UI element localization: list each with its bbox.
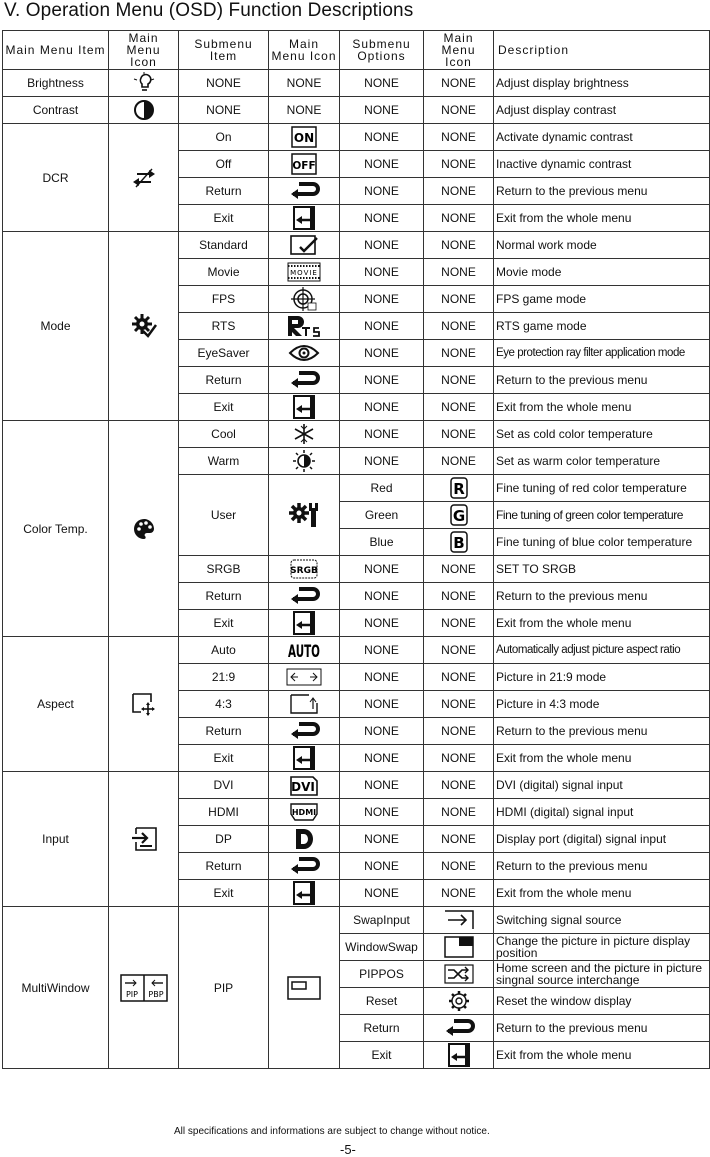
table-row — [3, 421, 710, 448]
description-contrast: Adjust display contrast — [494, 97, 710, 124]
option-exit: Exit — [340, 1042, 424, 1069]
description-warm: Set as warm color temperature — [494, 448, 710, 475]
header-row — [3, 31, 710, 70]
submenu-dp: DP — [179, 826, 269, 853]
submenu-off: Off — [179, 151, 269, 178]
option-return: Return — [340, 1015, 424, 1042]
option-swapinput: SwapInput — [340, 907, 424, 934]
description-windowswap: Change the picture in picture display position — [494, 934, 710, 961]
submenu-return: Return — [179, 718, 269, 745]
return-icon — [269, 178, 340, 205]
none-cell: NONE — [424, 124, 494, 151]
main-item-mode: Mode — [3, 232, 109, 421]
none-cell: NONE — [340, 853, 424, 880]
exit-icon — [424, 1042, 494, 1069]
description-srgb: SET TO SRGB — [494, 556, 710, 583]
description-21-9: Picture in 21:9 mode — [494, 664, 710, 691]
header-main-menu-icon-2: Main Menu Icon — [269, 31, 340, 70]
table-row — [3, 907, 710, 934]
description-return: Return to the previous menu — [494, 853, 710, 880]
submenu-warm: Warm — [179, 448, 269, 475]
none-cell: NONE — [269, 97, 340, 124]
none-cell: NONE — [340, 745, 424, 772]
none-cell: NONE — [340, 691, 424, 718]
mode-gear-check-icon — [109, 232, 179, 421]
none-cell: NONE — [424, 799, 494, 826]
submenu-pip: PIP — [179, 907, 269, 1069]
header-main-menu-icon: Main Menu Icon — [109, 31, 179, 70]
settings-gear-icon — [424, 988, 494, 1015]
brightness-icon — [109, 70, 179, 97]
description-exit: Exit from the whole menu — [494, 610, 710, 637]
page-number: -5- — [340, 1142, 356, 1157]
none-cell: NONE — [340, 70, 424, 97]
input-source-icon — [109, 772, 179, 907]
option-reset: Reset — [340, 988, 424, 1015]
submenu-exit: Exit — [179, 205, 269, 232]
pip-icon-text: PIP — [125, 989, 138, 999]
table-row — [3, 97, 710, 124]
none-cell: NONE — [424, 610, 494, 637]
table-row — [3, 70, 710, 97]
description-movie: Movie mode — [494, 259, 710, 286]
pip-window-icon — [269, 907, 340, 1069]
return-icon — [269, 583, 340, 610]
table-row — [3, 772, 710, 799]
submenu-srgb: SRGB — [179, 556, 269, 583]
none-cell: NONE — [340, 826, 424, 853]
g-icon-text: G — [452, 507, 465, 525]
osd-function-table — [2, 30, 710, 1069]
exit-icon — [269, 394, 340, 421]
none-cell: NONE — [424, 394, 494, 421]
none-cell: NONE — [424, 178, 494, 205]
standard-icon — [269, 232, 340, 259]
red-r-icon — [424, 475, 494, 502]
description-dcr-on: Activate dynamic contrast — [494, 124, 710, 151]
submenu-exit: Exit — [179, 880, 269, 907]
none-cell: NONE — [340, 97, 424, 124]
description-green: Fine tuning of green color temperature — [494, 502, 710, 529]
auto-icon-text: AUTO — [288, 642, 320, 662]
none-cell: NONE — [340, 799, 424, 826]
header-submenu-item: Submenu Item — [179, 31, 269, 70]
none-cell: NONE — [424, 232, 494, 259]
submenu-cool: Cool — [179, 421, 269, 448]
blue-b-icon — [424, 529, 494, 556]
none-cell: NONE — [179, 97, 269, 124]
palette-icon — [109, 421, 179, 637]
main-item-color-temp: Color Temp. — [3, 421, 109, 637]
description-standard: Normal work mode — [494, 232, 710, 259]
none-cell: NONE — [340, 772, 424, 799]
description-exit: Exit from the whole menu — [494, 1042, 710, 1069]
none-cell: NONE — [424, 340, 494, 367]
off-icon-text: OFF — [292, 160, 316, 172]
none-cell: NONE — [424, 286, 494, 313]
main-item-contrast: Contrast — [3, 97, 109, 124]
page-title: V. Operation Menu (OSD) Function Descriptions — [4, 0, 414, 21]
main-item-brightness: Brightness — [3, 70, 109, 97]
none-cell: NONE — [340, 664, 424, 691]
contrast-icon — [109, 97, 179, 124]
submenu-on: On — [179, 124, 269, 151]
none-cell: NONE — [424, 772, 494, 799]
submenu-exit: Exit — [179, 610, 269, 637]
none-cell: NONE — [340, 286, 424, 313]
submenu-eyesaver: EyeSaver — [179, 340, 269, 367]
submenu-fps: FPS — [179, 286, 269, 313]
submenu-rts: RTS — [179, 313, 269, 340]
header-main-menu-icon-3: Main Menu Icon — [424, 31, 494, 70]
exit-icon — [269, 205, 340, 232]
movie-icon — [269, 259, 340, 286]
pip-pbp-icon — [109, 907, 179, 1069]
none-cell: NONE — [340, 556, 424, 583]
description-swapinput: Switching signal source — [494, 907, 710, 934]
snowflake-icon — [269, 421, 340, 448]
header-submenu-options: Submenu Options — [340, 31, 424, 70]
none-cell: NONE — [340, 205, 424, 232]
on-icon-text: ON — [293, 131, 315, 145]
none-cell: NONE — [424, 313, 494, 340]
description-dvi: DVI (digital) signal input — [494, 772, 710, 799]
swap-input-icon — [424, 907, 494, 934]
exit-icon — [269, 610, 340, 637]
description-brightness: Adjust display brightness — [494, 70, 710, 97]
submenu-21-9: 21:9 — [179, 664, 269, 691]
none-cell: NONE — [424, 853, 494, 880]
hdmi-icon-text: HDMI — [291, 808, 317, 817]
movie-icon-text: MOVIE — [290, 269, 318, 277]
submenu-exit: Exit — [179, 394, 269, 421]
main-item-aspect: Aspect — [3, 637, 109, 772]
description-dp: Display port (digital) signal input — [494, 826, 710, 853]
none-cell: NONE — [340, 421, 424, 448]
none-cell: NONE — [340, 394, 424, 421]
footer-disclaimer: All specifications and informations are subject to change without notice. — [174, 1126, 490, 1137]
aspect-resize-icon — [109, 637, 179, 772]
none-cell: NONE — [340, 610, 424, 637]
b-icon-text: B — [452, 534, 465, 552]
dvi-icon-text: DVI — [291, 780, 315, 794]
green-g-icon — [424, 502, 494, 529]
description-eyesaver: Eye protection ray filter application mode — [494, 340, 710, 367]
none-cell: NONE — [340, 583, 424, 610]
submenu-dvi: DVI — [179, 772, 269, 799]
description-reset: Reset the window display — [494, 988, 710, 1015]
return-icon — [269, 853, 340, 880]
wide-aspect-icon — [269, 664, 340, 691]
description-return: Return to the previous menu — [494, 178, 710, 205]
submenu-standard: Standard — [179, 232, 269, 259]
description-red: Fine tuning of red color temperature — [494, 475, 710, 502]
none-cell: NONE — [424, 151, 494, 178]
description-4-3: Picture in 4:3 mode — [494, 691, 710, 718]
none-cell: NONE — [340, 448, 424, 475]
submenu-return: Return — [179, 583, 269, 610]
none-cell: NONE — [424, 421, 494, 448]
window-swap-icon — [424, 934, 494, 961]
description-auto: Automatically adjust picture aspect ratio — [494, 637, 710, 664]
description-return: Return to the previous menu — [494, 367, 710, 394]
description-blue: Fine tuning of blue color temperature — [494, 529, 710, 556]
none-cell: NONE — [424, 97, 494, 124]
description-fps: FPS game mode — [494, 286, 710, 313]
option-red: Red — [340, 475, 424, 502]
submenu-hdmi: HDMI — [179, 799, 269, 826]
displayport-icon — [269, 826, 340, 853]
table-row — [3, 124, 710, 151]
submenu-auto: Auto — [179, 637, 269, 664]
srgb-icon — [269, 556, 340, 583]
sun-icon — [269, 448, 340, 475]
none-cell: NONE — [424, 691, 494, 718]
none-cell: NONE — [424, 70, 494, 97]
submenu-return: Return — [179, 853, 269, 880]
gear-wrench-icon — [269, 475, 340, 556]
description-exit: Exit from the whole menu — [494, 205, 710, 232]
description-exit: Exit from the whole menu — [494, 394, 710, 421]
none-cell: NONE — [340, 259, 424, 286]
srgb-icon-text: SRGB — [290, 566, 318, 576]
off-icon — [269, 151, 340, 178]
header-main-menu-item: Main Menu Item — [3, 31, 109, 70]
description-exit: Exit from the whole menu — [494, 745, 710, 772]
none-cell: NONE — [424, 205, 494, 232]
description-pippos: Home screen and the picture in picture singnal source interchange — [494, 961, 710, 988]
main-item-multiwindow: MultiWindow — [3, 907, 109, 1069]
pbp-icon-text: PBP — [147, 989, 164, 999]
eye-icon — [269, 340, 340, 367]
none-cell: NONE — [179, 70, 269, 97]
option-pippos: PIPPOS — [340, 961, 424, 988]
description-cool: Set as cold color temperature — [494, 421, 710, 448]
none-cell: NONE — [269, 70, 340, 97]
none-cell: NONE — [340, 124, 424, 151]
crosshair-icon — [269, 286, 340, 313]
option-blue: Blue — [340, 529, 424, 556]
none-cell: NONE — [340, 340, 424, 367]
table-row — [3, 232, 710, 259]
none-cell: NONE — [424, 583, 494, 610]
description-rts: RTS game mode — [494, 313, 710, 340]
rts-icon — [269, 313, 340, 340]
description-return: Return to the previous menu — [494, 583, 710, 610]
header-description: Description — [494, 31, 710, 70]
description-dcr-off: Inactive dynamic contrast — [494, 151, 710, 178]
dcr-icon — [109, 124, 179, 232]
return-icon — [269, 718, 340, 745]
on-icon — [269, 124, 340, 151]
exit-icon — [269, 745, 340, 772]
four-three-icon — [269, 691, 340, 718]
none-cell: NONE — [424, 259, 494, 286]
shuffle-icon — [424, 961, 494, 988]
auto-icon — [269, 637, 340, 664]
description-exit: Exit from the whole menu — [494, 880, 710, 907]
description-return: Return to the previous menu — [494, 718, 710, 745]
none-cell: NONE — [424, 637, 494, 664]
none-cell: NONE — [424, 664, 494, 691]
exit-icon — [269, 880, 340, 907]
r-icon-text: R — [452, 480, 465, 498]
submenu-user: User — [179, 475, 269, 556]
none-cell: NONE — [424, 826, 494, 853]
none-cell: NONE — [340, 151, 424, 178]
option-windowswap: WindowSwap — [340, 934, 424, 961]
main-item-input: Input — [3, 772, 109, 907]
submenu-exit: Exit — [179, 745, 269, 772]
none-cell: NONE — [340, 880, 424, 907]
return-icon — [269, 367, 340, 394]
none-cell: NONE — [424, 745, 494, 772]
return-icon — [424, 1015, 494, 1042]
none-cell: NONE — [340, 313, 424, 340]
dvi-icon — [269, 772, 340, 799]
description-hdmi: HDMI (digital) signal input — [494, 799, 710, 826]
table-row — [3, 637, 710, 664]
none-cell: NONE — [424, 556, 494, 583]
hdmi-icon — [269, 799, 340, 826]
submenu-movie: Movie — [179, 259, 269, 286]
main-item-dcr: DCR — [3, 124, 109, 232]
none-cell: NONE — [424, 367, 494, 394]
none-cell: NONE — [340, 637, 424, 664]
none-cell: NONE — [340, 232, 424, 259]
option-green: Green — [340, 502, 424, 529]
none-cell: NONE — [424, 880, 494, 907]
none-cell: NONE — [424, 718, 494, 745]
none-cell: NONE — [340, 367, 424, 394]
submenu-return: Return — [179, 178, 269, 205]
submenu-return: Return — [179, 367, 269, 394]
none-cell: NONE — [424, 448, 494, 475]
description-return: Return to the previous menu — [494, 1015, 710, 1042]
none-cell: NONE — [340, 178, 424, 205]
none-cell: NONE — [340, 718, 424, 745]
submenu-4-3: 4:3 — [179, 691, 269, 718]
